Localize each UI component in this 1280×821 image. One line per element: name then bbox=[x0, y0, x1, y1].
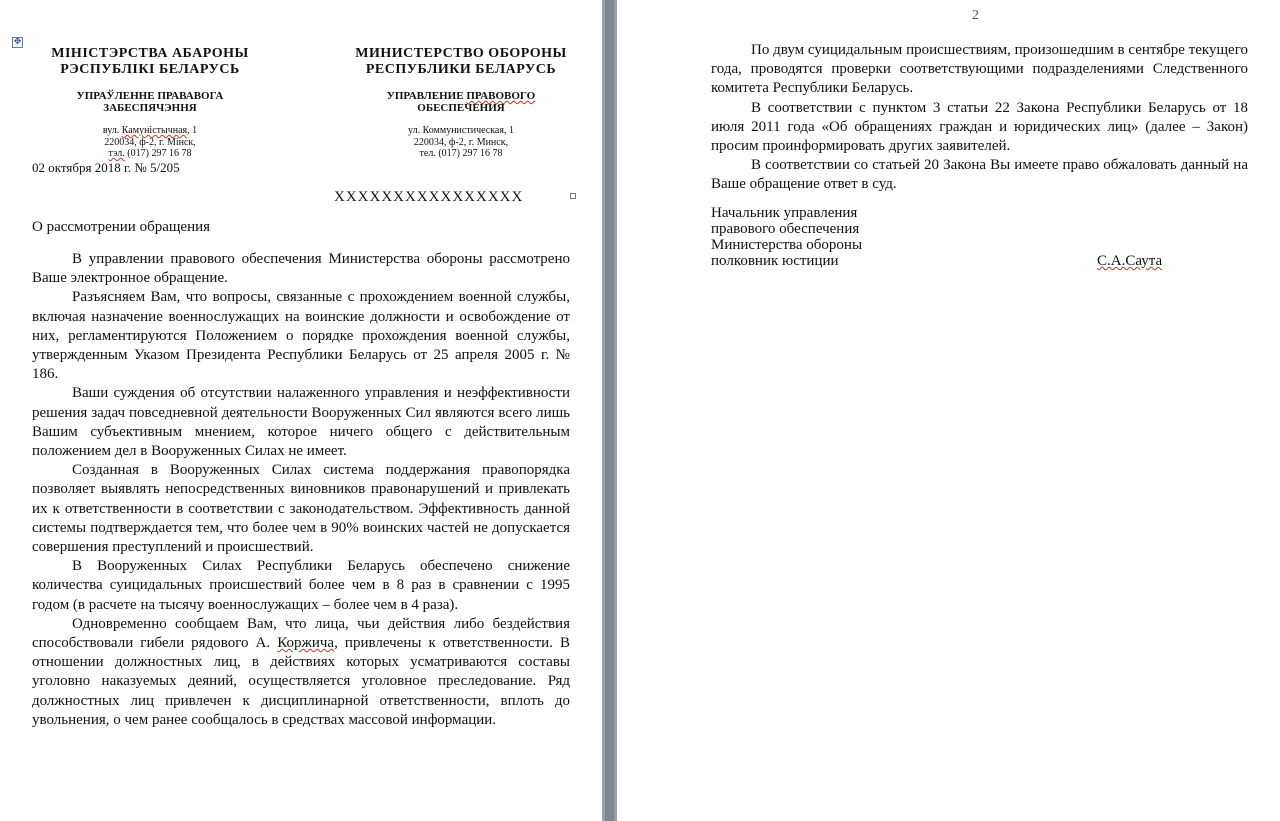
letter-subject: О рассмотрении обращения bbox=[32, 219, 211, 235]
dept-name-by bbox=[45, 90, 255, 114]
address-by-city: 220034, ф-2, г. Мінск, bbox=[104, 136, 196, 148]
dept-name-ru-word: ПРАВОВОГО bbox=[466, 90, 536, 102]
address-ru-street: ул. Коммунистическая, 1 bbox=[408, 125, 514, 136]
org-name-by-line2: РЭСПУБЛІКІ БЕЛАРУСЬ bbox=[60, 62, 240, 77]
body-paragraph: В соответствии со статьей 20 Закона Вы имеете право обжаловать данный на Ваше обращение ответ в суд. bbox=[711, 157, 1248, 193]
dept-name-ru-prefix: УПРАВЛЕНИЕ bbox=[386, 90, 467, 102]
page-number: 2 bbox=[972, 8, 979, 23]
address-by-street-name: Камуністычная bbox=[121, 125, 188, 136]
dept-name-by-line1: УПРАЎЛЕННЕ ПРАВАВОГА bbox=[76, 90, 224, 102]
signer-name: С.А.Саута bbox=[1097, 253, 1163, 269]
registration-date-number: 02 октября 2018 г. № 5/205 bbox=[32, 160, 180, 175]
letterhead-belarusian bbox=[45, 46, 255, 160]
org-name-ru-line2: РЕСПУБЛИКИ БЕЛАРУСЬ bbox=[365, 62, 557, 77]
body-paragraph: Разъясняем Вам, что вопросы, связанные с прохождением военной службы, включая назначение военнослужащих на воинские должности и освобождение от них, регламентируются Положением о порядке прохождения военной службы, утвержденным Указом Президента Республики Беларусь от 25 апреля 2005 г. № 186. bbox=[32, 289, 570, 383]
address-by-street-prefix: вул. bbox=[102, 125, 122, 136]
org-name-by-line1: МІНІСТЭРСТВА АБАРОНЫ bbox=[51, 46, 249, 61]
address-by-street-number: , 1 bbox=[187, 125, 198, 136]
body-paragraph: По двум суицидальным происшествиям, произошедшим в сентябре текущего года, проводятся проверки соответствующими подразделениями Следственного комитета Республики Беларусь. bbox=[711, 42, 1248, 97]
text-boundary-marker bbox=[570, 193, 576, 199]
letter-body-page-2 bbox=[711, 41, 1248, 195]
dept-name-ru bbox=[330, 90, 592, 114]
org-name-ru-line1: МИНИСТЕРСТВО ОБОРОНЫ bbox=[355, 46, 567, 61]
signer-title-line1: Начальник управления bbox=[711, 205, 858, 221]
address-ru bbox=[330, 125, 592, 160]
body-paragraph: В Вооруженных Силах Республики Беларусь обеспечено снижение количества суицидальных происшествий более чем в 8 раз в сравнении с 1995 годом (в расчете на тысячу военнослужащих – более чем в 4 раза). bbox=[32, 558, 570, 613]
address-ru-city: 220034, ф-2, г. Минск, bbox=[413, 136, 509, 148]
table-move-handle-icon[interactable]: ✥ bbox=[13, 37, 22, 47]
signer-title-line3: Министерства обороны bbox=[711, 237, 863, 253]
body-paragraph: В соответствии с пунктом 3 статьи 22 Закона Республики Беларусь от 18 июля 2011 года «Об обращениях граждан и юридических лиц» (далее – Закон) просим проинформировать других заявителей. bbox=[711, 99, 1248, 155]
signer-rank: полковник юстиции bbox=[711, 253, 839, 269]
body-paragraph: В управлении правового обеспечения Министерства обороны рассмотрено Ваше электронное обращение. bbox=[32, 251, 570, 287]
soldier-surname: Коржича bbox=[277, 635, 335, 652]
page-separator-shadow bbox=[605, 0, 614, 821]
address-by bbox=[45, 125, 255, 160]
letterhead-russian bbox=[330, 46, 592, 160]
address-by-phone-label: тэл. bbox=[108, 148, 125, 159]
dept-name-ru-line1 bbox=[330, 90, 592, 102]
body-paragraph: Ваши суждения об отсутствии налаженного управления и неэффективности решения задач повседневной деятельности Вооруженных Сил являются всего лишь Вашим субъективным мнением, которое ничего общего с действительным положением дел в Вооруженных Силах не имеет. bbox=[32, 385, 570, 460]
document-page-1 bbox=[0, 0, 602, 821]
body-paragraph: Созданная в Вооруженных Силах система поддержания правопорядка позволяет выявлять непосредственных виновников правонарушений и привлекать их к ответственности в соответствии с законодательством. Эффективность данной системы подтверждается тем, что более чем в 90% воинских частей не допускается совершения преступлений и происшествий. bbox=[32, 462, 570, 556]
address-by-phone bbox=[45, 148, 255, 160]
dept-name-by-line2: ЗАБЕСПЯЧЭННЯ bbox=[103, 102, 197, 114]
signer-title-line2: правового обеспечения bbox=[711, 221, 860, 237]
body-paragraph-part: Одновременно сообщаем Вам, что лица, чьи действия либо бездействия способствовали гибели рядового А. bbox=[32, 615, 570, 652]
dept-name-ru-line2: ОБЕСПЕЧЕНИЯ bbox=[417, 102, 505, 114]
body-paragraph bbox=[32, 615, 570, 730]
recipient-name: XXXXXXXXXXXXXXXX bbox=[334, 189, 524, 205]
letter-body-page-1 bbox=[32, 250, 570, 730]
address-ru-phone: тел. (017) 297 16 78 bbox=[419, 148, 503, 159]
address-by-street bbox=[45, 125, 255, 137]
body-paragraph-part: , привлечены к ответственности. В отношении должностных лиц, в действиях которых усматриваются составы уголовно наказуемых деяний, осуществляется уголовное преследование. Ряд должностных лиц привлечен к дисциплинарной ответственности, вплоть до увольнения, о чем ранее сообщалось в средствах массовой информации. bbox=[32, 635, 570, 728]
address-by-phone-number: (017) 297 16 78 bbox=[124, 148, 192, 159]
page-separator bbox=[602, 0, 617, 821]
